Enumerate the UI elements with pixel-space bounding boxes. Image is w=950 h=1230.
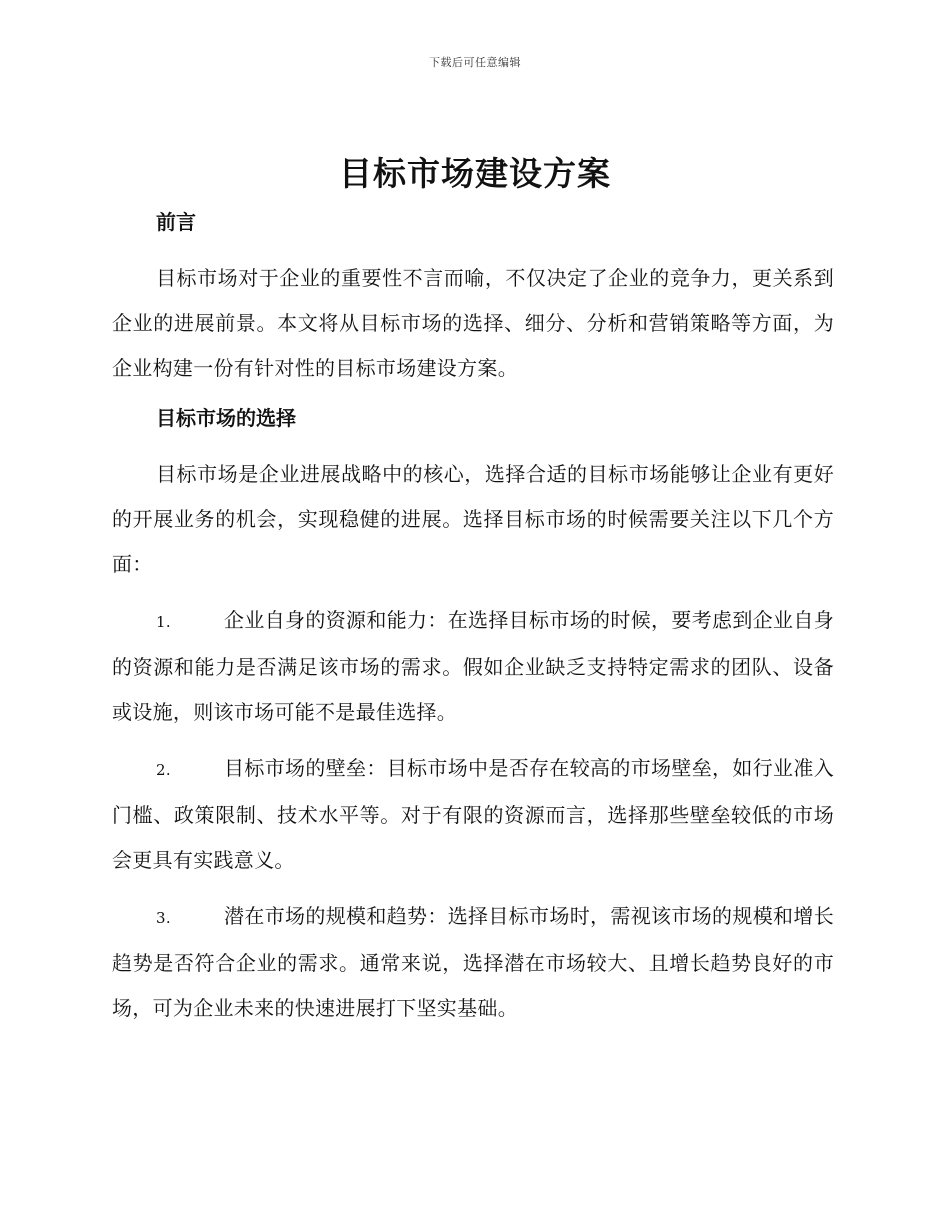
list-item: [112, 746, 834, 883]
list-item-number: 3.: [156, 909, 171, 927]
preface-paragraph: 目标市场对于企业的重要性不言而喻，不仅决定了企业的竞争力，更关系到企业的进展前景。本文将从目标市场的选择、细分、分析和营销策略等方面，为企业构建一份有针对性的目标市场建设方案。: [112, 266, 834, 380]
list-item-text: 潜在市场的规模和趋势：选择目标市场时，需视该市场的规模和增长趋势是否符合企业的需求。通常来说，选择潜在市场较大、且增长趋势良好的市场，可为企业未来的快速进展打下坚实基础。: [112, 904, 834, 1020]
document-body: [112, 203, 834, 1031]
list-item: [112, 598, 834, 735]
list-item: [112, 894, 834, 1031]
list-item-text: 目标市场的壁垒：目标市场中是否存在较高的市场壁垒，如行业准入门槛、政策限制、技术水平等。对于有限的资源而言，选择那些壁垒较低的市场会更具有实践意义。: [112, 756, 834, 872]
list-item-number: 1.: [156, 613, 171, 631]
section-heading-selection: 目标市场的选择: [156, 406, 296, 430]
document-title: 目标市场建设方案: [339, 154, 611, 193]
selection-paragraph: 目标市场是企业进展战略中的核心，选择合适的目标市场能够让企业有更好的开展业务的机会，实现稳健的进展。选择目标市场的时候需要关注以下几个方面：: [112, 462, 834, 576]
section-heading-preface: 前言: [156, 210, 196, 234]
header-note: 下载后可任意编辑: [429, 56, 521, 69]
list-item-text: 企业自身的资源和能力：在选择目标市场的时候，要考虑到企业自身的资源和能力是否满足该市场的需求。假如企业缺乏支持特定需求的团队、设备或设施，则该市场可能不是最佳选择。: [112, 608, 834, 724]
list-item-number: 2.: [156, 761, 171, 779]
